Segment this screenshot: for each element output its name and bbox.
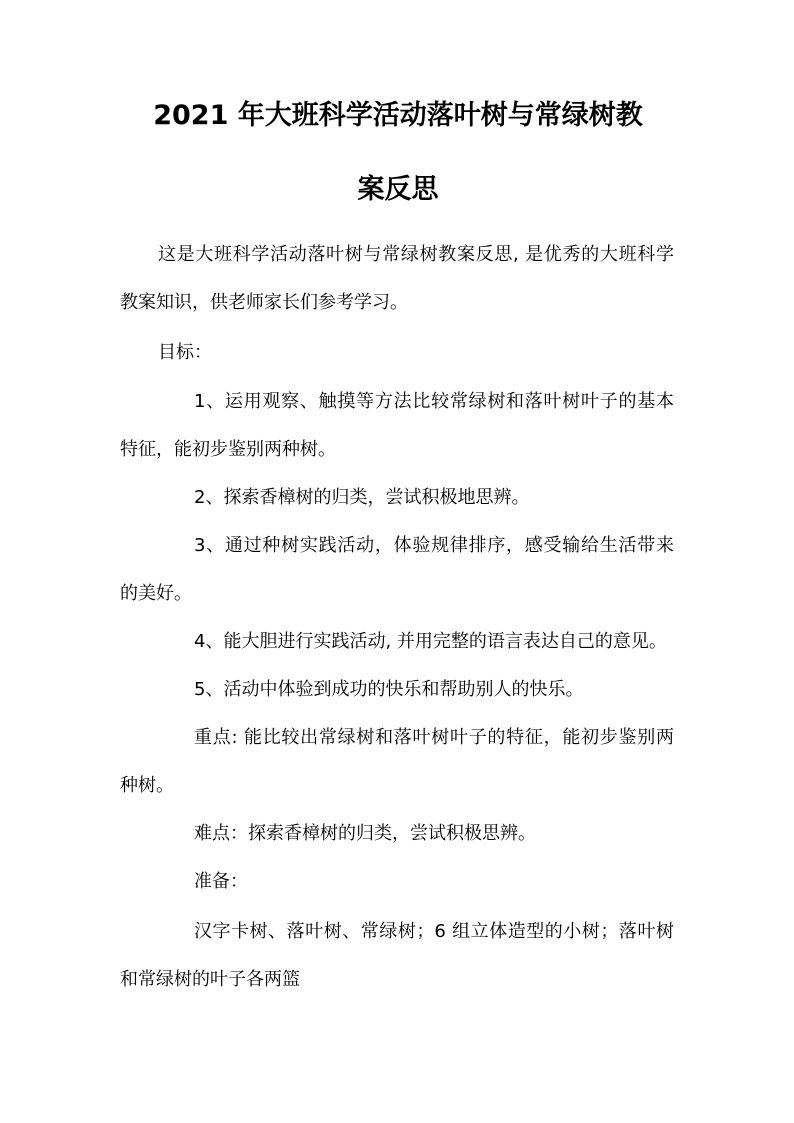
- key-point-line-2: 种树。: [120, 775, 174, 796]
- goal-3-line-1: 3、通过种树实践活动，体验规律排序，感受输给生活带来: [194, 535, 674, 556]
- goal-4: 4、能大胆进行实践活动, 并用完整的语言表达自己的意见。: [194, 631, 667, 652]
- intro-paragraph-line-1: 这是大班科学活动落叶树与常绿树教案反思, 是优秀的大班科学: [158, 244, 674, 265]
- document-title-line-2: 案反思: [357, 174, 439, 205]
- goal-3-line-2: 的美好。: [120, 583, 192, 604]
- goal-2: 2、探索香樟树的归类，尝试积极地思辨。: [194, 487, 530, 508]
- preparation-label: 准备：: [194, 871, 248, 892]
- goal-1-line-1: 1、运用观察、触摸等方法比较常绿树和落叶树叶子的基本: [194, 391, 674, 412]
- key-point-line-1: 重点: 能比较出常绿树和落叶树叶子的特征，能初步鉴别两: [194, 727, 674, 748]
- goals-label: 目标：: [158, 342, 212, 363]
- goal-5: 5、活动中体验到成功的快乐和帮助别人的快乐。: [194, 679, 584, 700]
- preparation-line-2: 和常绿树的叶子各两篮: [120, 969, 300, 990]
- intro-paragraph-line-2: 教案知识，供老师家长们参考学习。: [120, 292, 408, 313]
- preparation-line-1: 汉字卡树、落叶树、常绿树；6 组立体造型的小树；落叶树: [194, 921, 674, 942]
- goal-1-line-2: 特征，能初步鉴别两种树。: [120, 439, 336, 460]
- difficulty-point: 难点：探索香樟树的归类，尝试积极思辨。: [194, 823, 536, 844]
- document-title-line-1: 2021 年大班科学活动落叶树与常绿树教: [153, 100, 643, 131]
